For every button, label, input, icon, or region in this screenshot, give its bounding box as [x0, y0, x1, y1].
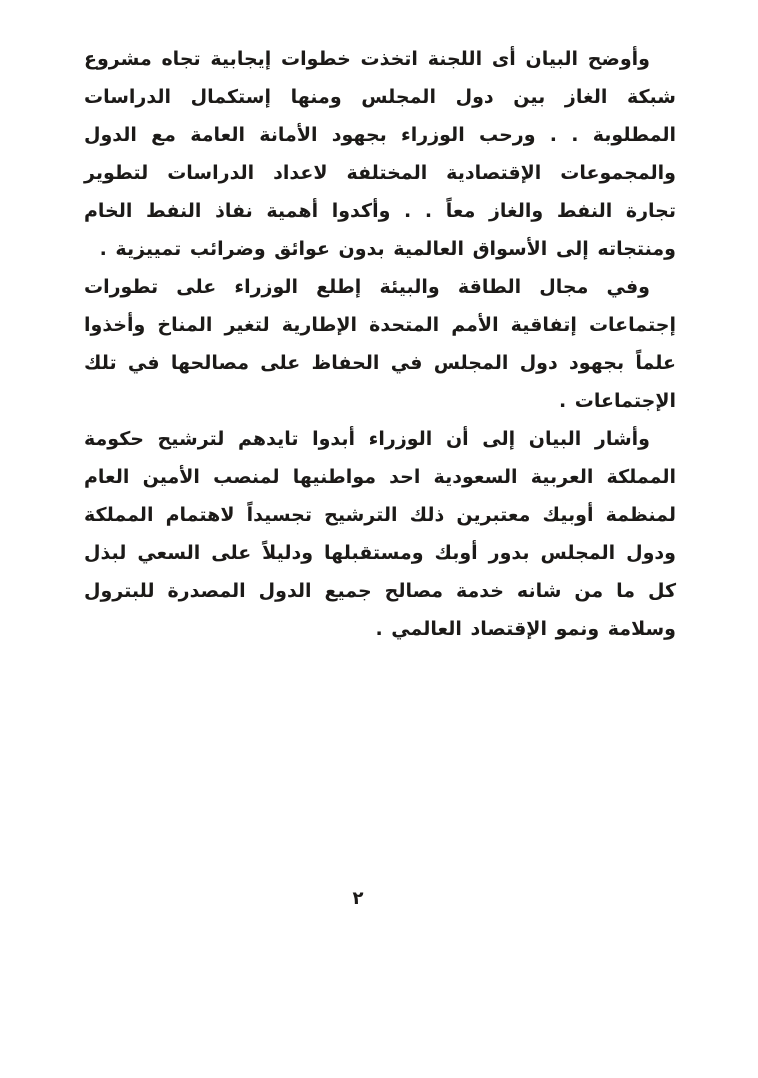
paragraph-3: وأشار البيان إلى أن الوزراء أبدوا تايدهم لترشيح حكومة المملكة العربية السعودية احد مواطنيها لمنصب الأمين العام لمنظمة أوبيك معتبرين ذلك الترشيح تجسيداً لاهتمام المملكة ودول المجلس بدور أوبك ومستقبلها ودليلاً على السعي لبذل كل ما من شانه خدمة مصالح جميع الدول المصدرة للبترول وسلامة ونمو الإقتصاد العالمي .: [84, 428, 676, 640]
page-number: ٢: [352, 888, 364, 909]
document-body: [84, 40, 676, 648]
paragraph-1: وأوضح البيان أى اللجنة اتخذت خطوات إيجابية تجاه مشروع شبكة الغاز بين دول المجلس ومنها إستكمال الدراسات المطلوبة . . ورحب الوزراء بجهود الأمانة العامة مع الدول والمجموعات الإقتصادية المختلفة لاعداد الدراسات لتطوير تجارة النفط والغاز معاً . . وأكدوا أهمية نفاذ النفط الخام ومنتجاته إلى الأسواق العالمية بدون عوائق وضرائب تمييزية .: [84, 48, 676, 260]
paragraph-2: وفي مجال الطاقة والبيئة إطلع الوزراء على تطورات إجتماعات إتفاقية الأمم المتحدة الإطارية لتغير المناخ وأخذوا علماً بجهود دول المجلس في الحفاظ على مصالحها في تلك الإجتماعات .: [84, 276, 676, 412]
